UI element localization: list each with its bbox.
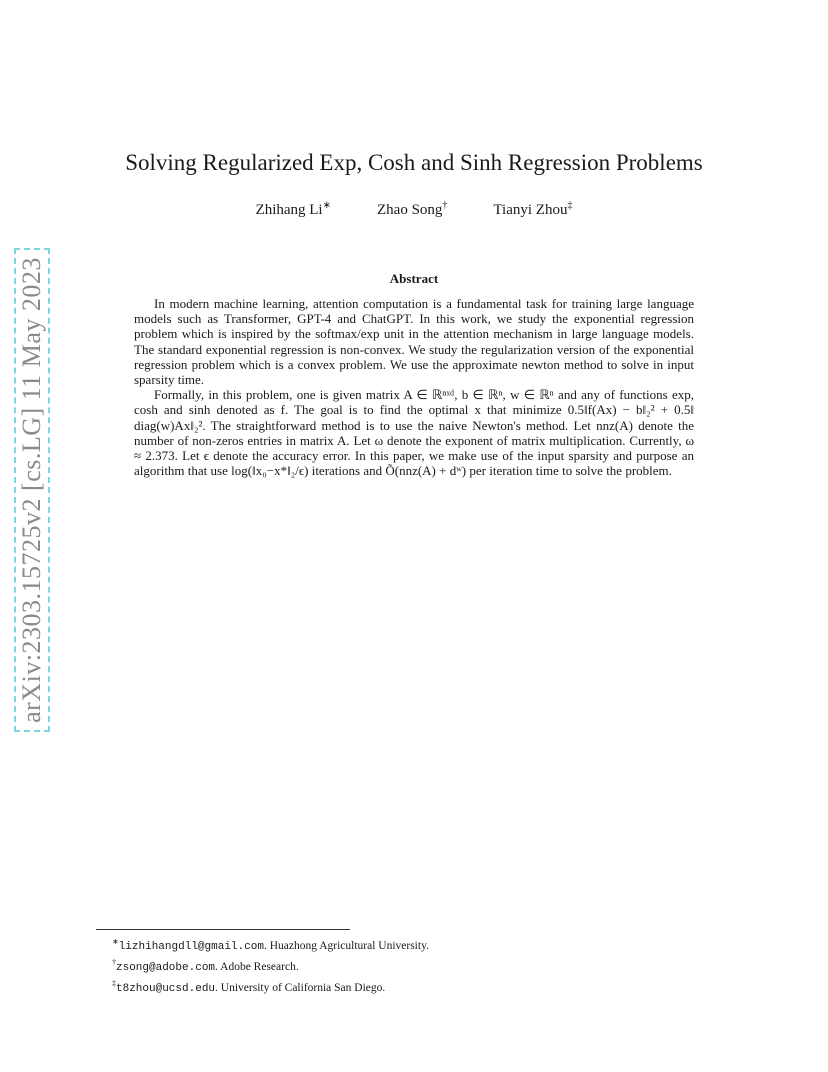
footnote: ∗lizhihangdll@gmail.com. Huazhong Agricultural University. (112, 937, 429, 953)
abstract-body (134, 296, 694, 478)
abstract-paragraph: Formally, in this problem, one is given matrix A ∈ ℝⁿˣᵈ, b ∈ ℝⁿ, w ∈ ℝⁿ and any of functions exp, cosh and sinh denoted as f. The goal is to find the optimal x that minimize 0.5‖f(Ax) − b‖₂² + 0.5‖ diag(w)Ax‖₂². The straightforward method is to use the naive Newton's method. Let nnz(A) denote the number of non-zeros entries in matrix A. Let ω denote the exponent of matrix multiplication. Currently, ω ≈ 2.373. Let ϵ denote the accuracy error. In this paper, we make use of the input sparsity and purpose an algorithm that use log(‖x₀−x*‖₂/ϵ) iterations and Õ(nnz(A) + dʷ) per iteration time to solve the problem. (134, 387, 694, 479)
footnote: †zsong@adobe.com. Adobe Research. (112, 957, 299, 974)
author: Tianyi Zhou‡ (493, 200, 573, 218)
email-link[interactable]: lizhihangdll@gmail.com (118, 940, 264, 953)
arxiv-id: arXiv:2303.15725v2 [cs.LG] 11 May 2023 (17, 257, 46, 723)
author: Zhihang Li∗ (255, 200, 331, 218)
footnotes (112, 934, 732, 996)
abstract-paragraph: In modern machine learning, attention computation is a fundamental task for training large language models such as Transformer, GPT-4 and ChatGPT. In this work, we study the exponential regression problem which is inspired by the softmax/exp unit in the attention mechanism in large language models. The standard exponential regression is non-convex. We study the regularization version of the exponential regression problem which is a convex problem. We use the approximate newton method to solve in input sparsity time. (134, 296, 694, 388)
author-list (0, 200, 828, 219)
footnote-rule (96, 929, 350, 930)
arxiv-watermark (14, 248, 50, 732)
email-link[interactable]: zsong@adobe.com (116, 961, 216, 974)
abstract-heading: Abstract (389, 271, 439, 286)
paper-title: Solving Regularized Exp, Cosh and Sinh Regression Problems (125, 150, 703, 175)
footnote: ‡t8zhou@ucsd.edu. University of California San Diego. (112, 978, 386, 995)
author: Zhao Song† (377, 200, 448, 218)
email-link[interactable]: t8zhou@ucsd.edu (116, 982, 216, 995)
